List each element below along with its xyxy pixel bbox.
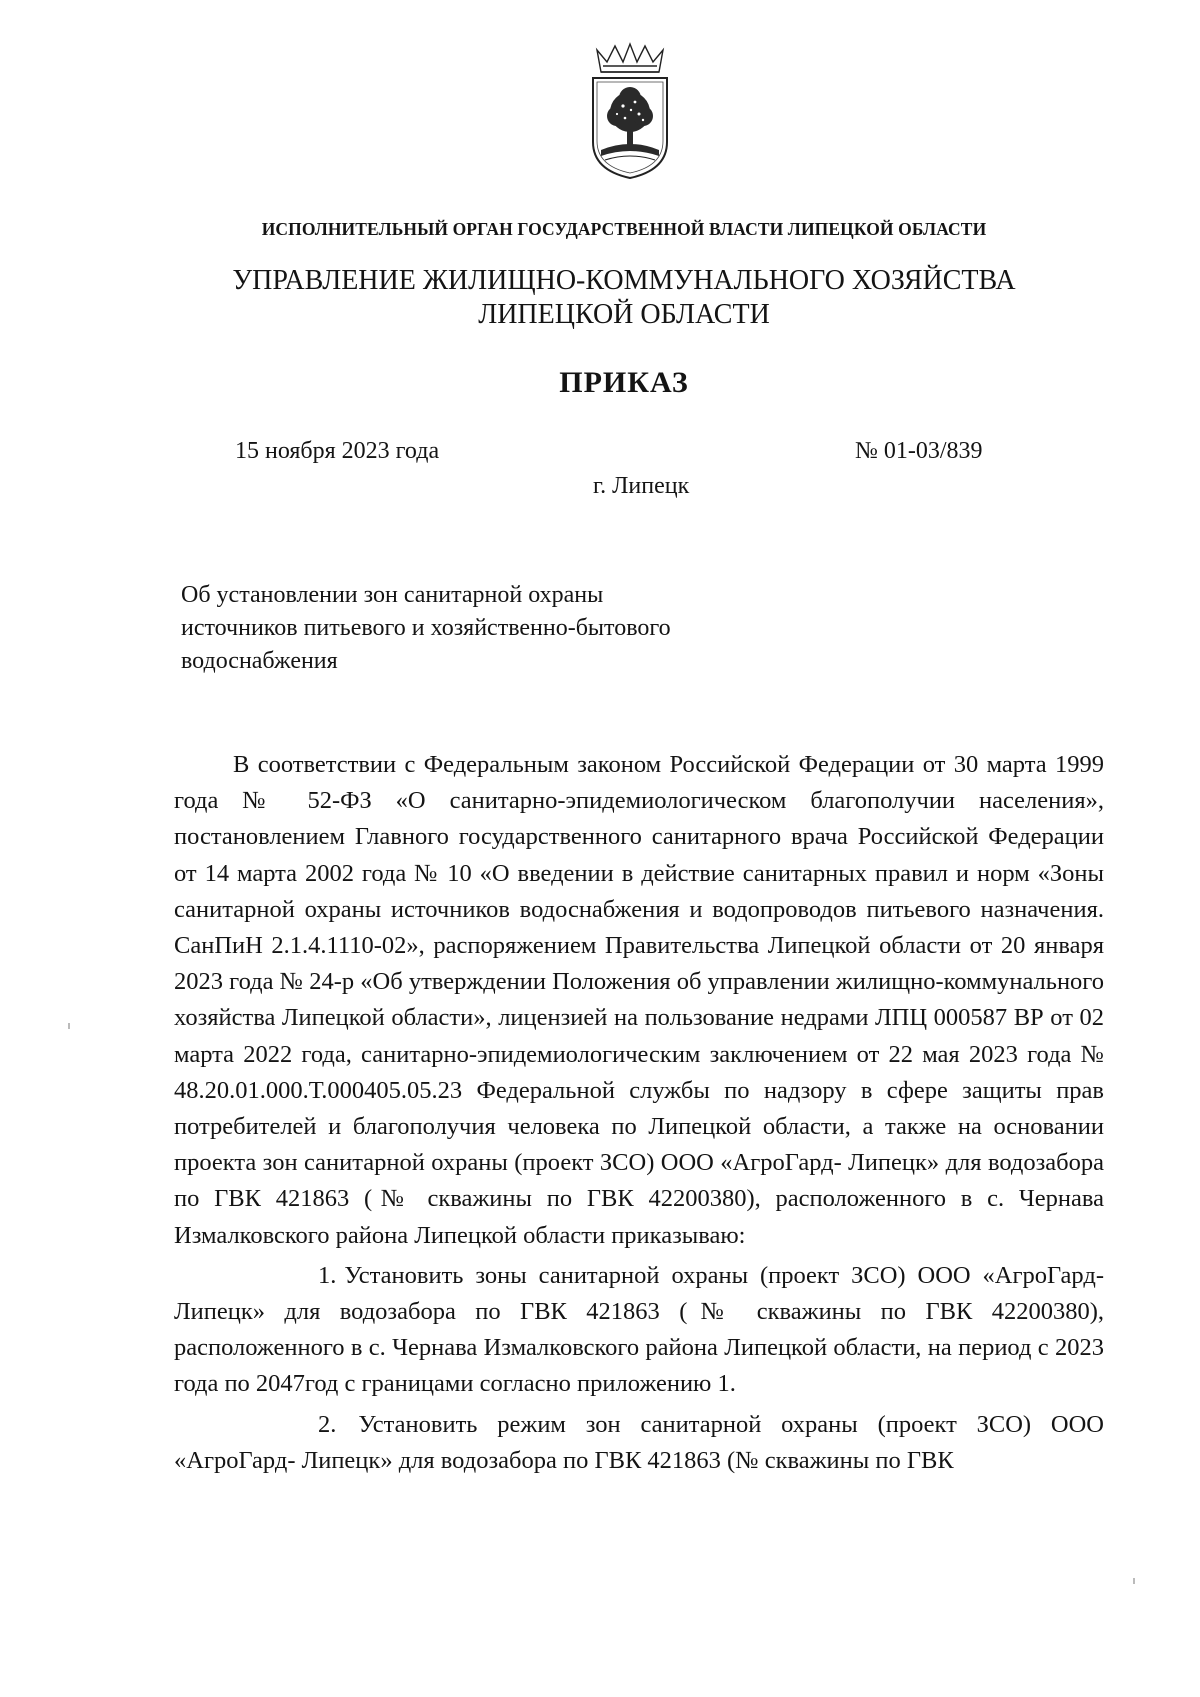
document-city: г. Липецк	[593, 473, 690, 499]
coat-of-arms-icon	[587, 42, 673, 182]
document-date: 15 ноября 2023 года	[235, 438, 440, 464]
scan-mark	[1133, 1578, 1135, 1584]
item-text: Установить зоны санитарной охраны (проект ЗСО) ООО «АгроГард-Липецк» для водозабора по ГВК 421863 (№ скважины по ГВК 42200380), расположенного в с. Чернава Измалковского района Липецкой области, на период с 2023 года по 2047год с границами согласно приложению 1.	[174, 1261, 1104, 1398]
order-item-2	[174, 1407, 1104, 1479]
order-item-1	[174, 1258, 1104, 1403]
preamble-paragraph: В соответствии с Федеральным законом Российской Федерации от 30 марта 1999 года № 52-ФЗ «О санитарно-эпидемиологическом благополучии населения», постановлением Главного государственного санитарного врача Российской Федерации от 14 марта 2002 года № 10 «О введении в действие санитарных правил и норм «Зоны санитарной охраны источников водоснабжения и водопроводов питьевого назначения. СанПиН 2.1.4.1110-02», распоряжением Правительства Липецкой области от 20 января 2023 года № 24-р «Об утверждении Положения об управлении жилищно-коммунального хозяйства Липецкой области», лицензией на пользование недрами ЛПЦ 000587 ВР от 02 марта 2022 года, санитарно-эпидемиологическим заключением от 22 мая 2023 года № 48.20.01.000.Т.000405.05.23 Федеральной службы по надзору в сфере защиты прав потребителей и благополучия человека по Липецкой области, а также на основании проекта зон санитарной охраны (проект ЗСО) ООО «АгроГард- Липецк» для водозабора по ГВК 421863 (№ скважины по ГВК 42200380), расположенного в с. Чернава Измалковского района Липецкой области приказываю:	[174, 751, 1104, 1249]
document-subject	[181, 579, 671, 678]
subject-line-3: водоснабжения	[181, 648, 338, 674]
document-type-title: ПРИКАЗ	[559, 366, 689, 399]
scan-mark	[68, 1023, 70, 1029]
department-name	[0, 264, 1200, 332]
department-line-2: ЛИПЕЦКОЙ ОБЛАСТИ	[478, 299, 770, 330]
subject-line-2: источников питьевого и хозяйственно-бытового	[181, 615, 671, 641]
item-number: 2.	[318, 1410, 337, 1438]
issuing-authority: ИСПОЛНИТЕЛЬНЫЙ ОРГАН ГОСУДАРСТВЕННОЙ ВЛАСТИ ЛИПЕЦКОЙ ОБЛАСТИ	[261, 219, 987, 239]
document-number: № 01-03/839	[855, 438, 983, 464]
document-body	[174, 747, 1104, 1479]
subject-line-1: Об установлении зон санитарной охраны	[181, 582, 604, 608]
department-line-1: УПРАВЛЕНИЕ ЖИЛИЩНО-КОММУНАЛЬНОГО ХОЗЯЙСТВА	[232, 265, 1016, 296]
item-text: Установить режим зон санитарной охраны (проект ЗСО) ООО «АгроГард- Липецк» для водозабора по ГВК 421863 (№ скважины по ГВК	[174, 1410, 1104, 1474]
item-number: 1.	[318, 1261, 337, 1289]
